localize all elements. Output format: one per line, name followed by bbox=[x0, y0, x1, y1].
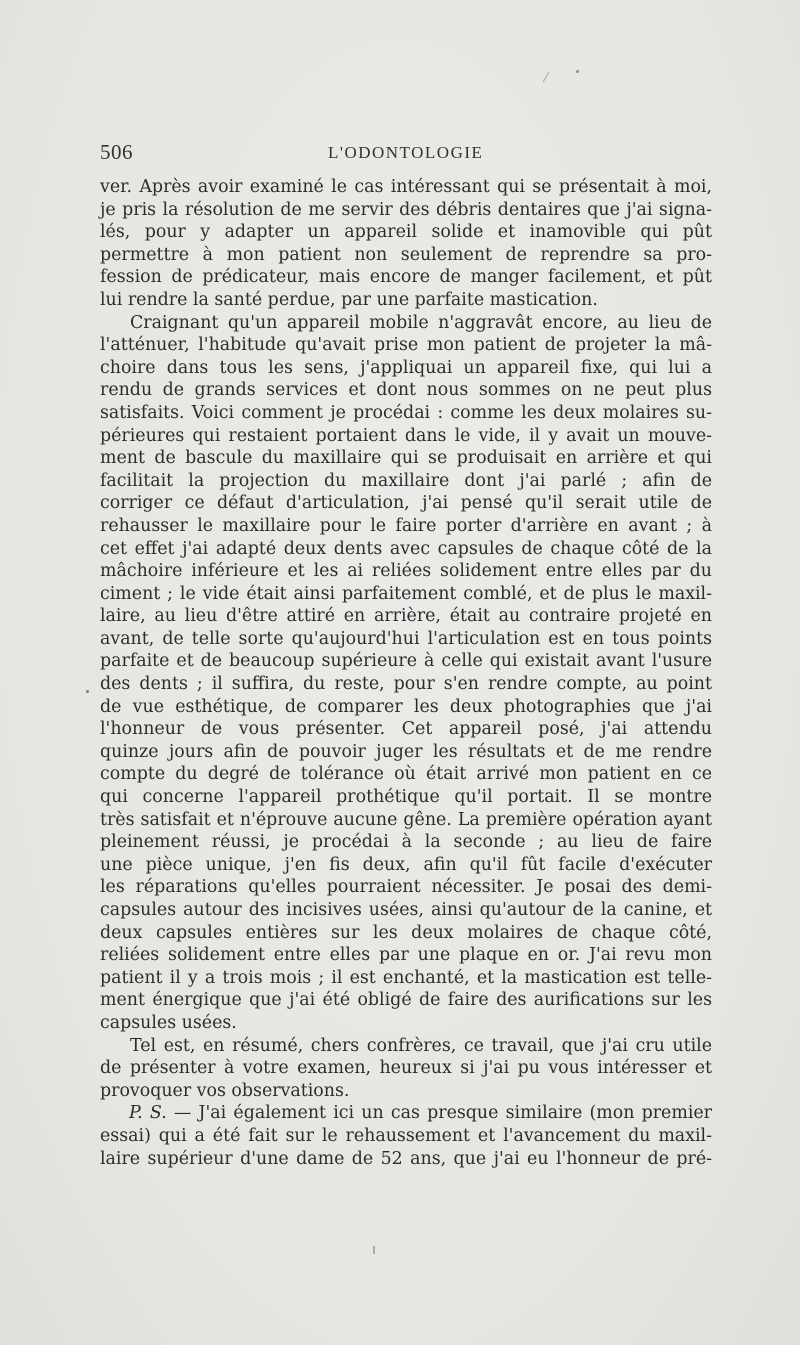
text-line: de vue esthétique, de comparer les deux photographies que j'ai bbox=[100, 696, 712, 717]
postscript-text: J'ai également ici un cas presque similaire (mon premier bbox=[198, 1103, 712, 1124]
text-line: périeures qui restaient portaient dans le vide, il y avait un mouve- bbox=[100, 425, 712, 446]
text-line: Tel est, en résumé, chers confrères, ce travail, que j'ai cru utile bbox=[130, 1035, 712, 1056]
text-line: avant, de telle sorte qu'aujourd'hui l'articulation est en tous points bbox=[100, 628, 712, 649]
text-line: ver. Après avoir examiné le cas intéressant qui se présentait à moi, bbox=[100, 177, 712, 197]
text-line: rendu de grands services et dont nous sommes on ne peut plus bbox=[100, 380, 712, 401]
text-line: lui rendre la santé perdue, par une parfaite mastication. bbox=[100, 289, 598, 310]
text-line: facilitait la projection du maxillaire dont j'ai parlé ; afin de bbox=[100, 470, 712, 491]
text-line: des dents ; il suffira, du reste, pour s'en rendre compte, au point bbox=[100, 674, 712, 695]
text-line: l'atténuer, l'habitude qu'avait prise mon patient de projeter la mâ- bbox=[100, 335, 712, 356]
text-line: très satisfait et n'éprouve aucune gêne. La première opération ayant bbox=[100, 809, 712, 830]
text-line: fession de prédicateur, mais encore de manger facilement, et pût bbox=[100, 267, 712, 288]
postscript-line bbox=[100, 1102, 712, 1125]
text-line: mâchoire inférieure et les ai reliées solidement entre elles par du bbox=[100, 561, 712, 582]
text-line: de présenter à votre examen, heureux si j'ai pu vous intéresser et bbox=[100, 1058, 712, 1079]
text-line: ciment ; le vide était ainsi parfaitement comblé, et de plus le maxil- bbox=[100, 583, 712, 604]
text-line: pleinement réussi, je procédai à la seconde ; au lieu de faire bbox=[100, 832, 712, 853]
text-line: permettre à mon patient non seulement de reprendre sa pro- bbox=[100, 244, 712, 265]
text-line: choire dans tous les sens, j'appliquai un appareil fixe, qui lui a bbox=[100, 357, 712, 378]
stray-mark-bottom bbox=[373, 1246, 375, 1254]
text-line: essai) qui a été fait sur le rehaussement et l'avancement du maxil- bbox=[100, 1125, 712, 1146]
text-line: une pièce unique, j'en fis deux, afin qu'il fût facile d'exécuter bbox=[100, 854, 712, 875]
running-title: L'ODONTOLOGIE bbox=[328, 143, 484, 162]
text-line: l'honneur de vous présenter. Cet appareil posé, j'ai attendu bbox=[100, 719, 712, 740]
stray-pencil-mark: ⁄ bbox=[545, 71, 548, 86]
stray-speck bbox=[576, 70, 579, 73]
text-line: laire supérieur d'une dame de 52 ans, que j'ai eu l'honneur de pré- bbox=[100, 1148, 712, 1169]
text-line: parfaite et de beaucoup supérieure à celle qui existait avant l'usure bbox=[100, 651, 712, 672]
text-line: capsules usées. bbox=[100, 1012, 237, 1033]
text-line: satisfaits. Voici comment je procédai : comme les deux molaires su- bbox=[100, 402, 712, 423]
text-line: ment de bascule du maxillaire qui se produisait en arrière et qui bbox=[100, 448, 712, 469]
text-line: laire, au lieu d'être attiré en arrière, était au contraire projeté en bbox=[100, 606, 712, 627]
margin-speck bbox=[86, 690, 89, 693]
text-line: qui concerne l'appareil prothétique qu'il portait. Il se montre bbox=[100, 787, 712, 808]
page-header bbox=[100, 140, 712, 166]
text-line: corriger ce défaut d'articulation, j'ai pensé qu'il serait utile de bbox=[100, 493, 712, 514]
text-line: Craignant qu'un appareil mobile n'aggravât encore, au lieu de bbox=[130, 312, 712, 333]
text-line: rehausser le maxillaire pour le faire porter d'arrière en avant ; à bbox=[100, 515, 712, 536]
text-line: compte du degré de tolérance où était arrivé mon patient en ce bbox=[100, 764, 712, 785]
text-line: cet effet j'ai adapté deux dents avec capsules de chaque côté de la bbox=[100, 538, 712, 559]
text-line: patient il y a trois mois ; il est enchanté, et la mastication est telle- bbox=[100, 967, 712, 988]
text-line: je pris la résolution de me servir des débris dentaires que j'ai signa- bbox=[100, 199, 712, 220]
text-line: deux capsules entières sur les deux molaires de chaque côté, bbox=[100, 922, 712, 943]
text-line: reliées solidement entre elles par une plaque en or. J'ai revu mon bbox=[100, 945, 712, 966]
text-line: ment énergique que j'ai été obligé de faire des aurifications sur les bbox=[100, 990, 712, 1011]
body-text bbox=[100, 176, 712, 1170]
text-line: provoquer vos observations. bbox=[100, 1080, 350, 1101]
text-line: quinze jours afin de pouvoir juger les résultats et de me rendre bbox=[100, 741, 712, 762]
postscript-label: P. S. — bbox=[129, 1103, 192, 1124]
text-line: les réparations qu'elles pourraient nécessiter. Je posai des demi- bbox=[100, 877, 712, 898]
page-number: 506 bbox=[100, 140, 133, 164]
text-line: capsules autour des incisives usées, ainsi qu'autour de la canine, et bbox=[100, 900, 712, 920]
text-line: lés, pour y adapter un appareil solide et inamovible qui pût bbox=[100, 222, 712, 243]
